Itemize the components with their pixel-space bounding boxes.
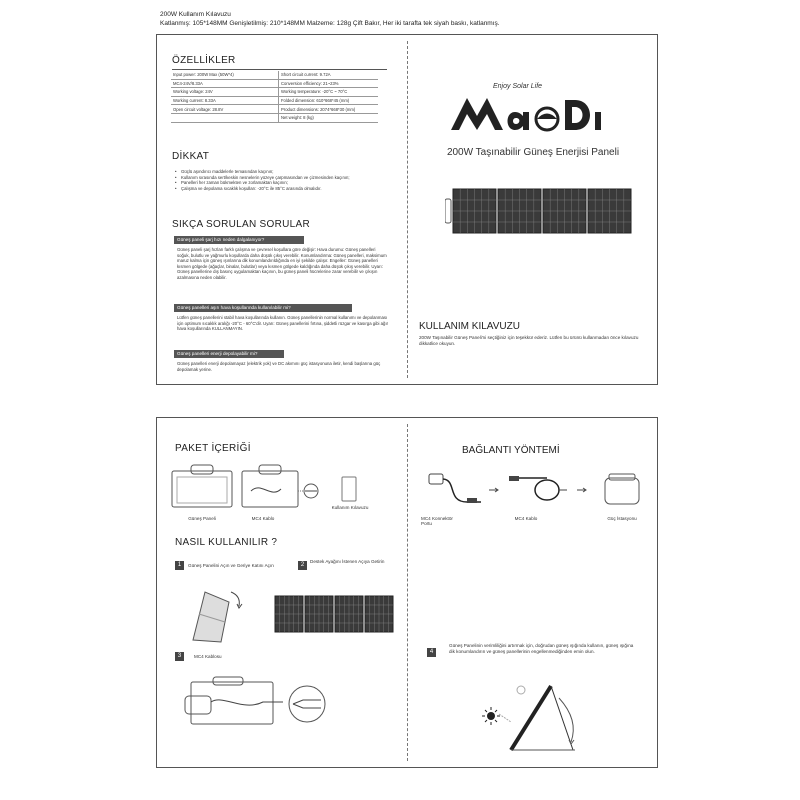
spec-row (171, 113, 378, 122)
spec-row (171, 88, 378, 97)
product-title: 200W Taşınabilir Güneş Enerjisi Paneli (446, 147, 620, 158)
folding-panel-illustration (185, 584, 245, 644)
warning-item: • Kullanım sırasında sert/keskin nesnelerin yüzeye çarpmasından ve çizmesinden kaçının; (175, 175, 390, 181)
faq-answer: Güneş panelleri enerji depolamayaz (elektrik yok) ve DC akımını güç istasyonuna iletir, kendi başlarına güç depolamak yerine. (177, 361, 381, 372)
spec-row (171, 71, 378, 79)
sun-angle-illustration (475, 680, 585, 754)
package-item-label: Kullanım Kılavuzu (331, 505, 369, 510)
step-number: 4 (427, 648, 436, 657)
step-number: 2 (298, 561, 307, 570)
connection-item-label: MC4 Kablo (514, 516, 538, 521)
spec-right-cell: Net weight: 8 (kg) (279, 113, 379, 122)
mc4-connection-illustration (183, 676, 343, 728)
warning-item: • Çalışma ve depolama sıcaklık koşulları: -20°C ile 85°C arasında olmalıdır. (175, 186, 390, 192)
features-title: ÖZELLİKLER (172, 55, 236, 66)
warning-list (175, 169, 390, 191)
spec-left-cell: Open circuit voltage: 28.8V (171, 105, 279, 114)
faq-question: Güneş panelleri aşırı hava koşullarında kullanılabilir mi? (174, 304, 352, 312)
spec-row (171, 96, 378, 105)
faq-answer: Lütfen güneş panellerini stabil hava koşullarında kullanın. Güneş panellerinin normal kullanımı ve depolanması için optimum sıcaklık aralığı -20°C - 60°C'dir. Uyarı: Güneş panellerini fırtına, şiddetli rüzgar ve kasırga gibi ağır hava koşullarında KULLANMAYIN. (177, 315, 389, 332)
how-to-title: NASIL KULLANILIR ? (175, 537, 278, 548)
connection-item-label: MC4 Konnektör Portu (421, 516, 453, 526)
package-manual-icon (341, 476, 357, 502)
solar-panel-illustration (445, 187, 635, 237)
warning-item: • Güçlü aşındırıcı maddelerle temasından kaçının; (175, 169, 390, 175)
step-text: Güneş Panelini Açın ve Geriye Katını Açın (188, 563, 274, 568)
spec-table (171, 71, 378, 123)
spec-right-cell: Short circuit current: 9.72A (279, 71, 379, 79)
document-header (160, 10, 500, 28)
brand-logo-mark (447, 86, 607, 136)
connection-diagram (427, 468, 647, 516)
manual-sheet-back (156, 417, 658, 768)
faq-answer: Güneş paneli şarj hızları farklı çalışma ve çevresel koşullara göre değişir: Hava durumu: Güneş panelleri soğuk, bulutlu ve yağmurlu koşullarda daha düşük çıkış verebilir. Konumlandırma: Güneş panelleri, maksimum maruz kalma için güneş ışınlarına dik konumlandırıldığında en iyi şekilde çalışır. Engeller: Güneş panelleri kısmen gölgede (ağaçlar, binalar, bulutlar) veya kısmen gölgede kaldığında daha düşük çıkış verebilir. Uyarı: Güneş panellerine dış basınç uygulamaktan kaçının, bu güneş paneli hücrelerine zarar verebilir ve çıkışın azalmasına neden olabilir. (177, 247, 387, 280)
manual-title: KULLANIM KILAVUZU (419, 321, 520, 332)
warning-item: • Panelleri her zaman bükmekten ve zorlamaktan kaçının; (175, 180, 390, 186)
unfolded-panel-illustration (269, 590, 395, 636)
header-title: 200W Kullanım Kılavuzu (160, 11, 231, 18)
spec-left-cell: Working current: 8.33A (171, 96, 279, 105)
package-cable-icon (241, 463, 321, 511)
manual-sheet-front (156, 34, 658, 385)
step-text: Destek Ayağını İstenen Açıya Getirin (310, 559, 385, 564)
spec-right-cell: Conversion efficiency: 21~23% (279, 79, 379, 88)
faq-question: Güneş panelleri enerji depolayabilir mi? (174, 350, 284, 358)
fold-line (407, 424, 408, 761)
spec-right-cell: Working temperature: -20°C ~ 70°C (279, 88, 379, 97)
step-number: 3 (175, 652, 184, 661)
warning-title: DİKKAT (172, 151, 210, 162)
connection-title: BAĞLANTI YÖNTEMİ (462, 445, 560, 456)
step-text: MC4 Kablosu (194, 654, 222, 659)
fold-line (407, 41, 408, 378)
package-title: PAKET İÇERİĞİ (175, 443, 251, 454)
spec-left-cell: Working voltage: 24V (171, 88, 279, 97)
connection-item-label: Güç İstasyonu (607, 516, 637, 521)
brand-tagline: Enjoy Solar Life (493, 83, 543, 90)
package-item-label: MC4 Kablo (251, 516, 275, 521)
spec-row (171, 79, 378, 88)
package-panel-icon (171, 463, 233, 511)
spec-row (171, 105, 378, 114)
faq-question: Güneş paneli şarj hızı neden dalgalanıyor? (174, 236, 304, 244)
faq-title: SIKÇA SORULAN SORULAR (172, 219, 311, 230)
manual-intro: 200W Taşınabilir Güneş Paneli'ni seçtiğiniz için teşekkür ederiz. Lütfen bu ürünü kullanmadan önce kılavuzu dikkatlice okuyun. (419, 335, 639, 346)
header-specs: Katlanmış: 105*148MM Genişletilmiş: 210*148MM Malzeme: 128g Çift Bakır, Her iki tarafta tek siyah baskı, katlanmış. (160, 20, 500, 27)
package-item-label: Güneş Paneli (188, 516, 216, 521)
step-number: 1 (175, 561, 184, 570)
step-text: Güneş Panelinin verimliliğini artırmak için, doğrudan güneş ışığında kullanın, güneş ışığına dik konumlandırın ve güneş panellerinin engellenmediğinden emin olun. (449, 643, 634, 654)
features-rule (172, 69, 387, 70)
spec-right-cell: Folded dimension: 610*668*45 (mm) (279, 96, 379, 105)
spec-left-cell: Input power: 200W Max (50W*4) (171, 71, 279, 79)
spec-left-cell: MC4-24V/8.33A (171, 79, 279, 88)
spec-right-cell: Product dimensions: 2074*668*30 (mm) (279, 105, 379, 114)
spec-left-cell (171, 113, 279, 122)
